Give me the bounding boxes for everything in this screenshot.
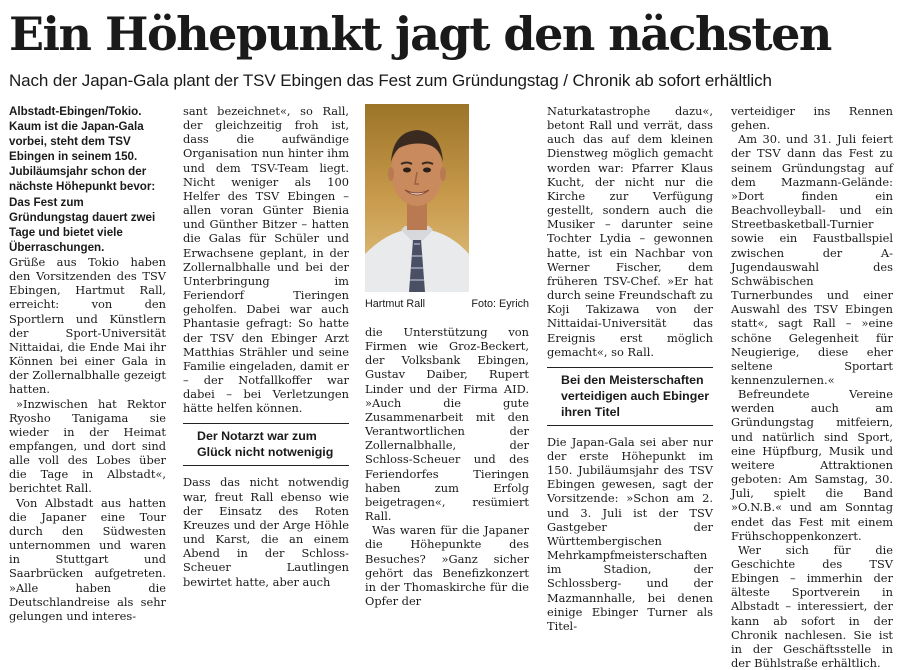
- article-column-5: [731, 104, 893, 670]
- body-paragraph: sant bezeichnet«, so Rall, der gleichzeitig froh ist, dass die aufwändige Organisation nun hinter ihm und dem TSV-Team liegt. Nicht weniger als 100 Helfer des TSV Ebingen – allen voran Günter Bienia und Günther Bitzer – hatten die Galas für Schüler und Erwachsene geplant, in der Zollernalbhalle und bei der Unterbringung im Feriendorf Tieringen geholfen. Dabei war auch Phantasie gefragt: So hatte der TSV den Ebinger Arzt Matthias Strähler und seine Familie eingeladen, damit er – der Notfallkoffer war dabei – bei Verletzungen hätte helfen können.: [183, 104, 349, 416]
- article-column-3: [365, 104, 529, 608]
- article-column-1: [9, 104, 166, 623]
- body-paragraph: Von Albstadt aus hatten die Japaner eine Tour durch den Südwesten unternommen und waren in Stuttgart und Saarbrücken aufgetreten. »Alle haben die Deutschlandreise als sehr gelungen und interes-: [9, 495, 166, 623]
- body-paragraph: Naturkatastrophe dazu«, betont Rall und verrät, dass auch das auf dem kleinen Dienstweg möglich gemacht worden war: Pfarrer Klaus Kucht, der nicht nur die Kirche zur Verfügung gestellt, sondern auch die Musiker – darunter seine Tochter Lydia – gewonnen hatte, ist ein Nachbar von Werner Fischer, dem früheren TSV-Chef. »Er hat durch seine Freundschaft zu Koji Takizawa von der Nittaidai-Universität das Ereignis erst möglich gemacht«, so Rall.: [547, 104, 713, 359]
- body-paragraph: Befreundete Vereine werden auch am Gründungstag mitfeiern, und natürlich sind Sport, eine Hüpfburg, Musik und weitere Attraktionen geboten: Am Samstag, 30. Juli, spielt die Band »O.N.B.« und am Sonntag endet das Fest mit einem Frühschoppenkonzert.: [731, 387, 893, 543]
- body-paragraph: Am 30. und 31. Juli feiert der TSV dann das Fest zu seinem Gründungstag auf dem Mazmann-Gelände: »Dort finden ein Beachvolleyball- und ein Streetbasketball-Turnier sowie ein Faustballspiel zwischen der A-Jugendauswahl des Schwäbischen Turnerbundes und einer Auswahl des TSV Ebingen statt«, sagt Rall – »eine schöne Gelegenheit für Neugierige, diese eher seltene Sportart kennenzulernen.«: [731, 132, 893, 387]
- body-paragraph: Dass das nicht notwendig war, freut Rall ebenso wie der Einsatz des Roten Kreuzes und der Arge Höhle und Karst, die an einem Abend in der Schloss-Scheuer Lautlingen bewirtet hatte, aber auch: [183, 475, 349, 589]
- body-paragraph: die Unterstützung von Firmen wie Groz-Beckert, der Volksbank Ebingen, Gustav Daiber, Rupert Linder und der Firma AID. »Auch die gute Zusammenarbeit mit den Verantwortlichen der Zollernalbhalle, der Schloss-Scheuer und des Feriendorfes Tieringen haben zum Erfolg beigetragen«, resümiert Rall.: [365, 325, 529, 524]
- body-paragraph: verteidiger ins Rennen gehen.: [731, 104, 893, 133]
- caption-name: Hartmut Rall: [365, 298, 425, 310]
- portrait-illustration: [365, 104, 469, 292]
- body-paragraph: »Inzwischen hat Rektor Ryosho Tanigama sie wieder in der Heimat empfangen, und dort sind alle voll des Lobes über die Tage in Albstadt«, berichtet Rall.: [9, 396, 166, 496]
- section-subheading: Bei den Meisterschaften verteidigen auch Ebinger ihren Titel: [547, 367, 713, 426]
- body-paragraph: Was waren für die Japaner die Höhepunkte des Besuches? »Ganz sicher gehört das Benefizkonzert in der Thomaskirche für die Opfer der: [365, 523, 529, 608]
- subheadline: Nach der Japan-Gala plant der TSV Ebingen das Fest zum Gründungstag / Chronik ab sofort erhältlich: [9, 71, 772, 90]
- photo-credit: Foto: Eyrich: [471, 298, 529, 310]
- article-column-2: [183, 104, 349, 589]
- lead-paragraph: Albstadt-Ebingen/Tokio. Kaum ist die Japan-Gala vorbei, steht dem TSV Ebingen in seinem 150. Jubiläumsjahr schon der nächste Höhepunkt bevor: Das Fest zum Gründungstag dauert zwei Tage und bietet viele Überraschungen.: [9, 105, 156, 254]
- photo-caption: [365, 297, 529, 311]
- headline: Ein Höhepunkt jagt den nächsten: [9, 7, 831, 61]
- article-column-4: [547, 104, 713, 633]
- portrait-photo: [365, 104, 469, 292]
- body-paragraph: Grüße aus Tokio haben den Vorsitzenden des TSV Ebingen, Hartmut Rall, erreicht: von den Sportlern und Künstlern der Sport-Universität Nittaidai, die Ende Mai ihr Können bei einer Gala in der Zollernalbhalle gezeigt hatten.: [9, 254, 166, 397]
- body-paragraph: Die Japan-Gala sei aber nur der erste Höhepunkt im 150. Jubiläumsjahr des TSV Ebingen gewesen, sagt der Vorsitzende: »Schon am 2. und 3. Juli ist der TSV Gastgeber der Württembergischen Mehrkampfmeisterschaften im Stadion, der Schlossberg- und der Mazmannhalle, bei denen einige Ebinger Turner als Titel-: [547, 434, 713, 633]
- section-subheading: Der Notarzt war zum Glück nicht notwenigig: [183, 423, 349, 466]
- body-paragraph: Wer sich für die Geschichte des TSV Ebingen – immerhin der älteste Sportverein in Albstadt – interessiert, der kann ab sofort in der Chronik nachlesen. Sie ist in der Geschäftsstelle in der Bühlstraße erhältlich.: [731, 542, 893, 670]
